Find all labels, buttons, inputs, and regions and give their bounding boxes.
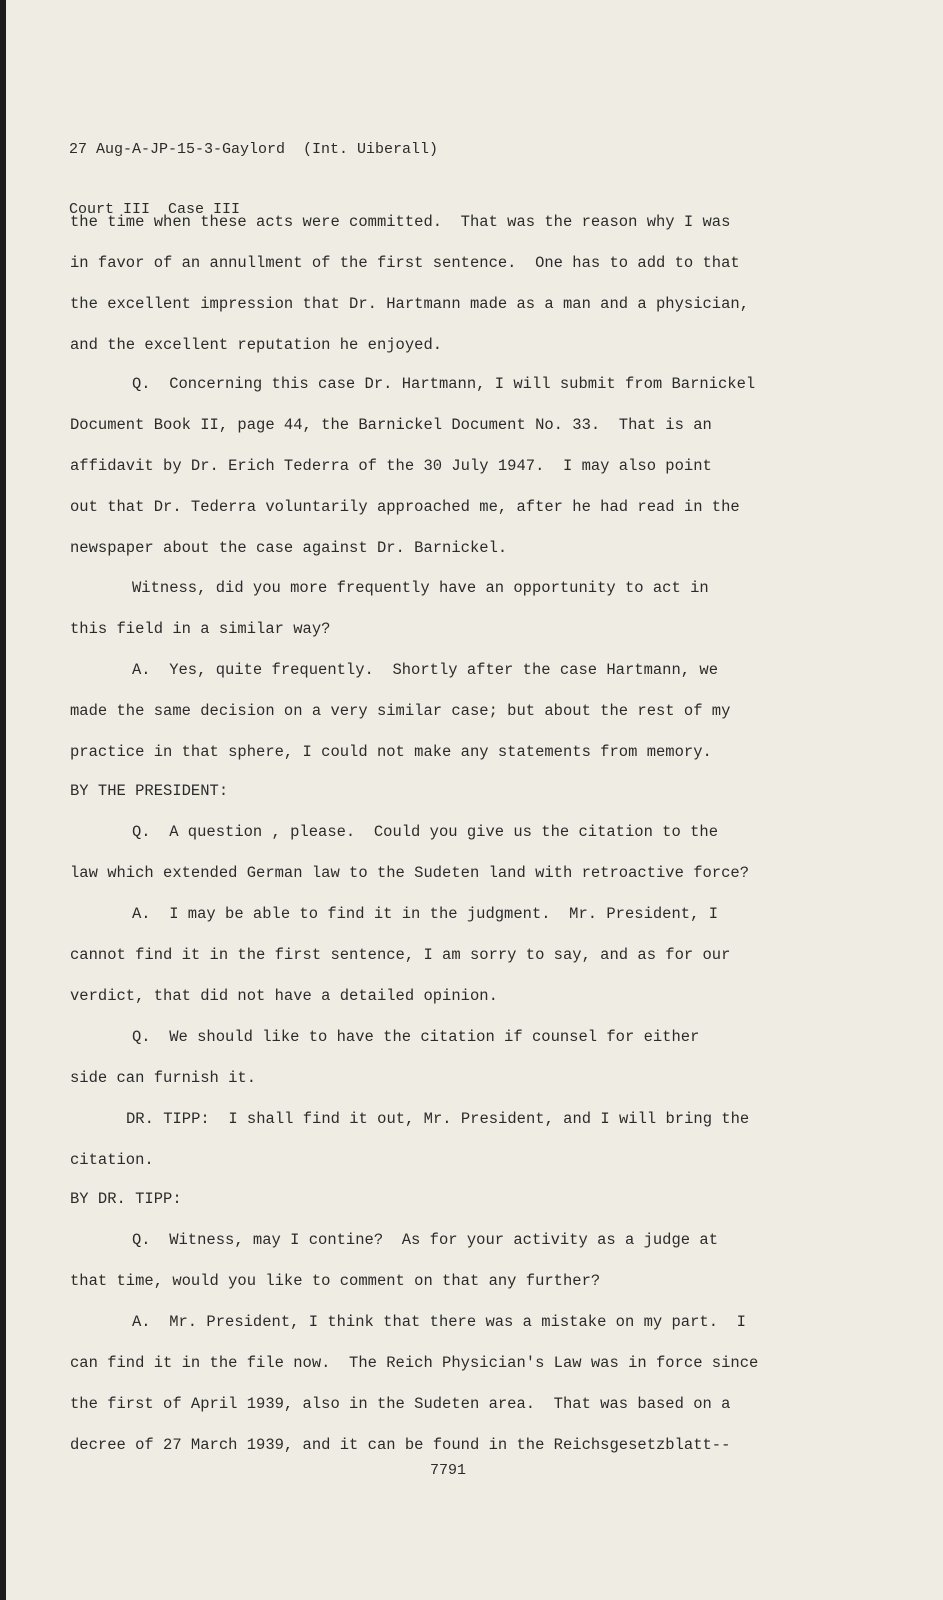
header-line-1: 27 Aug-A-JP-15-3-Gaylord (Int. Uiberall) — [69, 141, 439, 158]
body-line: side can furnish it. — [70, 1069, 257, 1087]
body-line: can find it in the file now. The Reich Physician's Law was in force since — [70, 1354, 759, 1372]
body-line: in favor of an annullment of the first sentence. One has to add to that — [70, 254, 740, 272]
body-line: the first of April 1939, also in the Sudeten area. That was based on a — [70, 1395, 731, 1413]
body-line: Document Book II, page 44, the Barnickel Document No. 33. That is an — [70, 416, 712, 434]
body-line: affidavit by Dr. Erich Tederra of the 30 July 1947. I may also point — [70, 457, 712, 475]
body-line: the time when these acts were committed. That was the reason why I was — [70, 213, 731, 231]
body-line: verdict, that did not have a detailed opinion. — [70, 987, 498, 1005]
speaker-heading: BY DR. TIPP: — [70, 1190, 182, 1208]
header-line-2: Court III Case III — [69, 201, 241, 218]
body-line: DR. TIPP: I shall find it out, Mr. President, and I will bring the — [126, 1110, 750, 1128]
body-line: this field in a similar way? — [70, 620, 331, 638]
speaker-heading: BY THE PRESIDENT: — [70, 782, 229, 800]
body-line: Witness, did you more frequently have an opportunity to act in — [132, 579, 709, 597]
body-line: A. I may be able to find it in the judgment. Mr. President, I — [132, 905, 718, 923]
body-line: decree of 27 March 1939, and it can be found in the Reichsgesetzblatt-- — [70, 1436, 731, 1454]
body-line: Q. Concerning this case Dr. Hartmann, I will submit from Barnickel — [132, 375, 756, 393]
body-line: newspaper about the case against Dr. Barnickel. — [70, 539, 508, 557]
body-line: and the excellent reputation he enjoyed. — [70, 336, 443, 354]
body-line: cannot find it in the first sentence, I am sorry to say, and as for our — [70, 946, 731, 964]
body-line: practice in that sphere, I could not make any statements from memory. — [70, 743, 712, 761]
body-line: A. Mr. President, I think that there was a mistake on my part. I — [132, 1313, 746, 1331]
document-header — [69, 100, 438, 260]
body-line: Q. A question , please. Could you give us the citation to the — [132, 823, 718, 841]
body-line: the excellent impression that Dr. Hartmann made as a man and a physician, — [70, 295, 750, 313]
body-line: out that Dr. Tederra voluntarily approached me, after he had read in the — [70, 498, 740, 516]
scan-left-edge — [0, 0, 6, 1600]
body-line: law which extended German law to the Sudeten land with retroactive force? — [70, 864, 750, 882]
body-line: that time, would you like to comment on that any further? — [70, 1272, 601, 1290]
body-line: Q. Witness, may I contine? As for your activity as a judge at — [132, 1231, 718, 1249]
page-number: 7791 — [430, 1462, 467, 1479]
body-line: citation. — [70, 1151, 154, 1169]
body-line: made the same decision on a very similar case; but about the rest of my — [70, 702, 731, 720]
body-line: A. Yes, quite frequently. Shortly after the case Hartmann, we — [132, 661, 718, 679]
body-line: Q. We should like to have the citation if counsel for either — [132, 1028, 700, 1046]
